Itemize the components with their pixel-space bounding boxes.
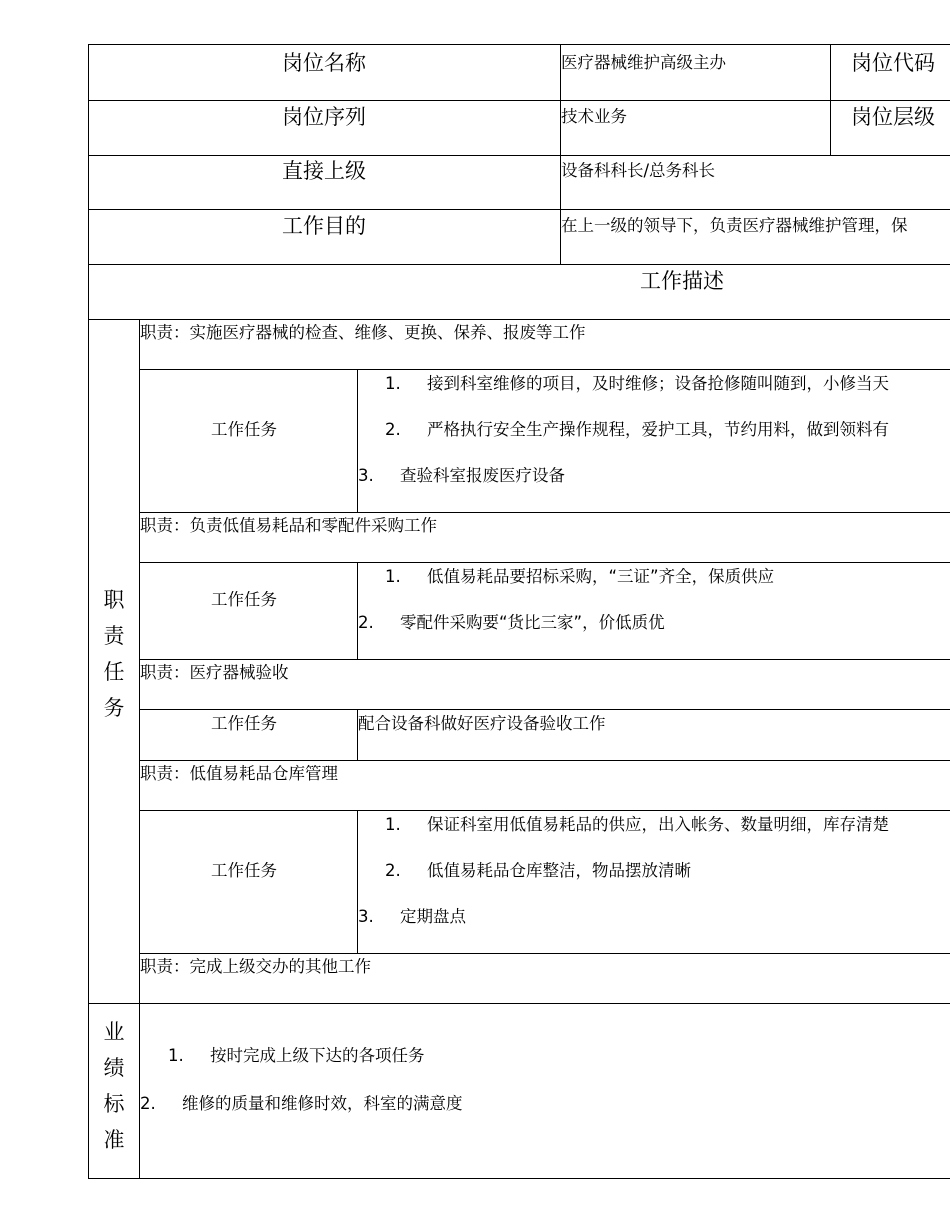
performance-item: 2. 维修的质量和维修时效，科室的满意度 bbox=[140, 1094, 463, 1113]
position-level-label: 岗位层级 bbox=[851, 105, 935, 129]
position-name-value: 医疗器械维护高级主办 bbox=[561, 53, 726, 72]
direct-superior-value: 设备科科长/总务科长 bbox=[561, 161, 716, 180]
task-label: 工作任务 bbox=[211, 861, 277, 880]
duty-title: 职责：完成上级交办的其他工作 bbox=[140, 957, 371, 976]
task-label: 工作任务 bbox=[211, 420, 277, 439]
work-purpose-label: 工作目的 bbox=[282, 214, 366, 238]
task-item: 2. 低值易耗品仓库整洁，物品摆放清晰 bbox=[385, 861, 691, 880]
duty-title: 职责：医疗器械验收 bbox=[140, 663, 289, 682]
performance-vertical-label: 业 绩 标 准 bbox=[103, 1020, 125, 1152]
position-code-label: 岗位代码 bbox=[851, 51, 935, 75]
task-item: 1. 低值易耗品要招标采购，“三证”齐全，保质供应 bbox=[385, 567, 775, 586]
section-title: 工作描述 bbox=[640, 269, 724, 293]
performance-item: 1. 按时完成上级下达的各项任务 bbox=[168, 1046, 425, 1065]
position-name-label: 岗位名称 bbox=[282, 51, 366, 75]
task-item: 1. 保证科室用低值易耗品的供应，出入帐务、数量明细，库存清楚 bbox=[385, 815, 889, 834]
task-item: 配合设备科做好医疗设备验收工作 bbox=[358, 714, 606, 733]
work-purpose-value: 在上一级的领导下，负责医疗器械维护管理，保 bbox=[561, 216, 908, 235]
duties-vertical-label: 职 责 任 务 bbox=[103, 588, 125, 720]
duty-title: 职责：低值易耗品仓库管理 bbox=[140, 764, 338, 783]
direct-superior-label: 直接上级 bbox=[282, 159, 366, 183]
duty-title: 职责：实施医疗器械的检查、维修、更换、保养、报废等工作 bbox=[140, 323, 586, 342]
task-item: 2. 零配件采购要“货比三家”，价低质优 bbox=[358, 613, 665, 632]
task-item: 3. 定期盘点 bbox=[358, 907, 466, 926]
task-item: 3. 查验科室报废医疗设备 bbox=[358, 466, 565, 485]
task-label: 工作任务 bbox=[211, 590, 277, 609]
position-series-value: 技术业务 bbox=[561, 107, 627, 126]
position-series-label: 岗位序列 bbox=[282, 105, 366, 129]
task-item: 1. 接到科室维修的项目，及时维修；设备抢修随叫随到，小修当天 bbox=[385, 374, 889, 393]
task-label: 工作任务 bbox=[211, 714, 277, 733]
duty-title: 职责：负责低值易耗品和零配件采购工作 bbox=[140, 516, 437, 535]
task-item: 2. 严格执行安全生产操作规程，爱护工具，节约用料，做到领料有 bbox=[385, 420, 889, 439]
